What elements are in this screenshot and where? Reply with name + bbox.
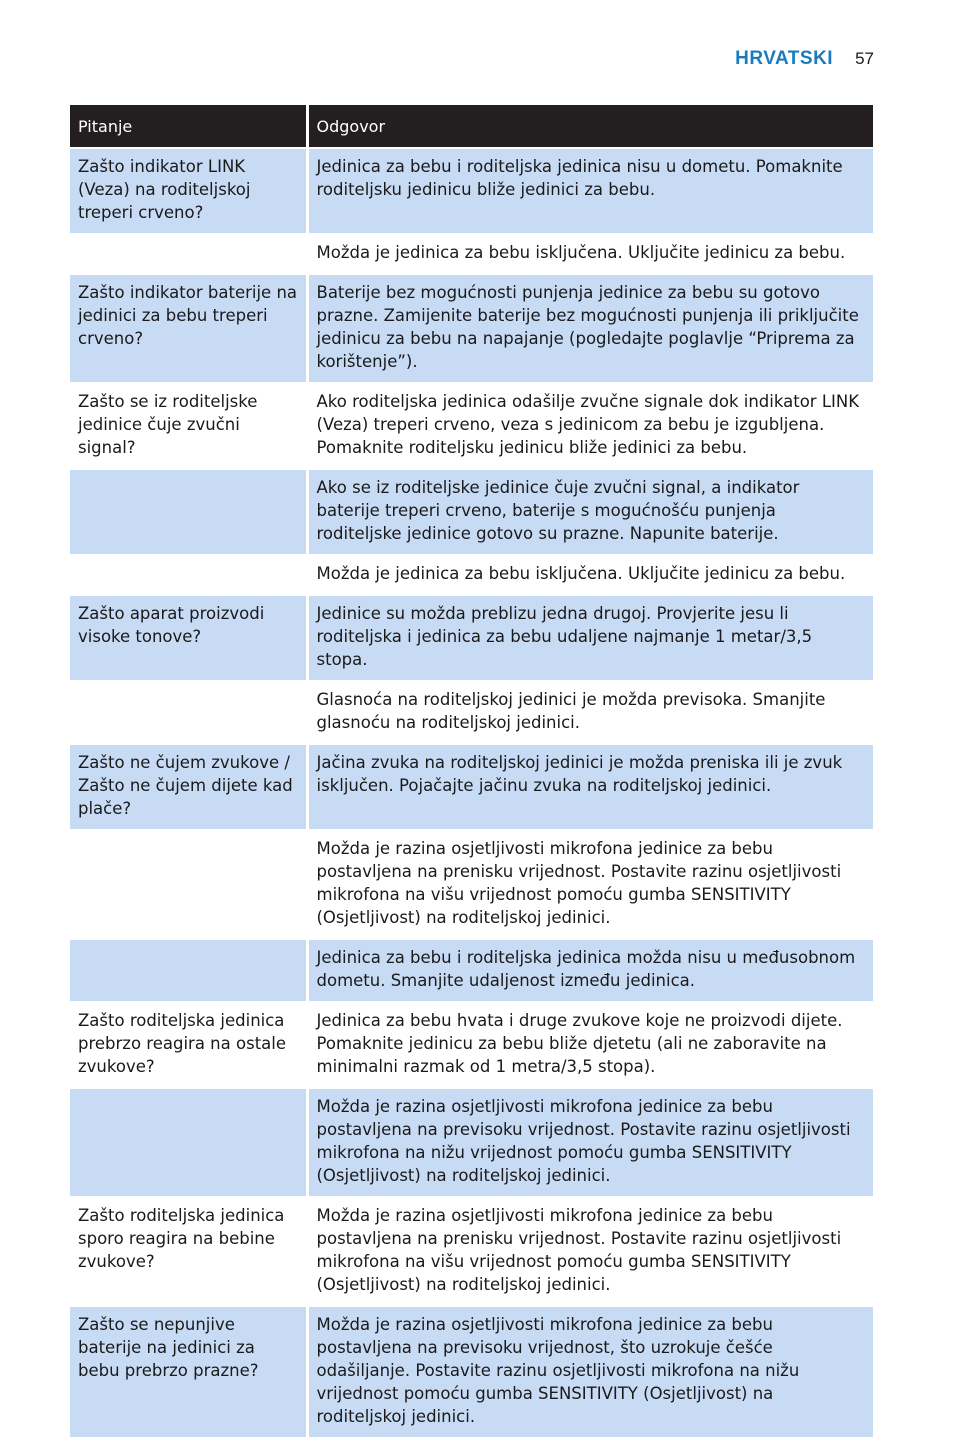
- column-header-answer: Odgovor: [307, 105, 873, 148]
- question-cell: [70, 469, 307, 555]
- question-cell: [70, 555, 307, 595]
- question-cell: [70, 234, 307, 274]
- question-cell: Zašto se nepunjive baterije na jedinici za bebu prebrzo prazne?: [70, 1306, 307, 1437]
- table-body: [70, 148, 873, 1437]
- answer-cell: Jedinica za bebu i roditeljska jedinica nisu u dometu. Pomaknite roditeljsku jedinicu bliže jedinici za bebu.: [307, 148, 873, 234]
- question-cell: Zašto indikator baterije na jedinici za bebu treperi crveno?: [70, 274, 307, 383]
- answer-cell: Možda je jedinica za bebu isključena. Uključite jedinicu za bebu.: [307, 234, 873, 274]
- answer-cell: Možda je razina osjetljivosti mikrofona jedinice za bebu postavljena na prenisku vrijednost. Postavite razinu osjetljivosti mikrofona na višu vrijednost pomoću gumba SENSITIVITY (Osjetljivost) na roditeljskoj jedinici.: [307, 830, 873, 939]
- table-row: [70, 383, 873, 469]
- answer-cell: Ako roditeljska jedinica odašilje zvučne signale dok indikator LINK (Veza) treperi crveno, veza s jedinicom za bebu je izgubljena. Pomaknite roditeljsku jedinicu bliže jedinici za bebu.: [307, 383, 873, 469]
- question-cell: [70, 939, 307, 1002]
- answer-cell: Jedinice su možda preblizu jedna drugoj. Provjerite jesu li roditeljska i jedinica za bebu udaljene najmanje 1 metar/3,5 stopa.: [307, 595, 873, 681]
- answer-cell: Jedinica za bebu hvata i druge zvukove koje ne proizvodi dijete. Pomaknite jedinicu za bebu bliže djetetu (ali ne zaboravite na minimalni razmak od 1 metra/3,5 stopa).: [307, 1002, 873, 1088]
- table-row: [70, 469, 873, 555]
- question-cell: [70, 1088, 307, 1197]
- table-row: [70, 234, 873, 274]
- table-row: [70, 830, 873, 939]
- answer-cell: Glasnoća na roditeljskoj jedinici je možda previsoka. Smanjite glasnoću na roditeljskoj jedinici.: [307, 681, 873, 744]
- table-header-row: [70, 105, 873, 148]
- table-row: [70, 744, 873, 830]
- language-label: HRVATSKI: [735, 48, 834, 69]
- question-cell: Zašto aparat proizvodi visoke tonove?: [70, 595, 307, 681]
- table-row: [70, 555, 873, 595]
- page-header: [735, 48, 874, 70]
- column-header-question: Pitanje: [70, 105, 307, 148]
- answer-cell: Možda je razina osjetljivosti mikrofona jedinice za bebu postavljena na previsoku vrijednost, što uzrokuje češće odašiljanje. Postavite razinu osjetljivosti mikrofona na nižu vrijednost pomoću gumba SENSITIVITY (Osjetljivost) na roditeljskoj jedinici.: [307, 1306, 873, 1437]
- table-row: [70, 1306, 873, 1437]
- table-row: [70, 1197, 873, 1306]
- question-cell: [70, 681, 307, 744]
- question-cell: Zašto indikator LINK (Veza) na roditeljskoj treperi crveno?: [70, 148, 307, 234]
- answer-cell: Jačina zvuka na roditeljskoj jedinici je možda preniska ili je zvuk isključen. Pojačajte jačinu zvuka na roditeljskoj jedinici.: [307, 744, 873, 830]
- table-row: [70, 595, 873, 681]
- table-row: [70, 1002, 873, 1088]
- page-number: 57: [855, 49, 874, 68]
- question-cell: Zašto se iz roditeljske jedinice čuje zvučni signal?: [70, 383, 307, 469]
- troubleshooting-table: [70, 105, 873, 1437]
- table-row: [70, 274, 873, 383]
- question-cell: Zašto roditeljska jedinica prebrzo reagira na ostale zvukove?: [70, 1002, 307, 1088]
- answer-cell: Ako se iz roditeljske jedinice čuje zvučni signal, a indikator baterije treperi crveno, baterije s mogućnošću punjenja roditeljske jedinice gotovo su prazne. Napunite baterije.: [307, 469, 873, 555]
- question-cell: [70, 830, 307, 939]
- question-cell: Zašto ne čujem zvukove / Zašto ne čujem dijete kad plače?: [70, 744, 307, 830]
- answer-cell: Možda je jedinica za bebu isključena. Uključite jedinicu za bebu.: [307, 555, 873, 595]
- table-row: [70, 939, 873, 1002]
- answer-cell: Jedinica za bebu i roditeljska jedinica možda nisu u međusobnom dometu. Smanjite udaljenost između jedinica.: [307, 939, 873, 1002]
- answer-cell: Možda je razina osjetljivosti mikrofona jedinice za bebu postavljena na previsoku vrijednost. Postavite razinu osjetljivosti mikrofona na nižu vrijednost pomoću gumba SENSITIVITY (Osjetljivost) na roditeljskoj jedinici.: [307, 1088, 873, 1197]
- table-row: [70, 681, 873, 744]
- question-cell: Zašto roditeljska jedinica sporo reagira na bebine zvukove?: [70, 1197, 307, 1306]
- table-row: [70, 148, 873, 234]
- table-row: [70, 1088, 873, 1197]
- answer-cell: Možda je razina osjetljivosti mikrofona jedinice za bebu postavljena na prenisku vrijednost. Postavite razinu osjetljivosti mikrofona na višu vrijednost pomoću gumba SENSITIVITY (Osjetljivost) na roditeljskoj jedinici.: [307, 1197, 873, 1306]
- answer-cell: Baterije bez mogućnosti punjenja jedinice za bebu su gotovo prazne. Zamijenite baterije bez mogućnosti punjenja ili priključite jedinicu za bebu na napajanje (pogledajte poglavlje “Priprema za korištenje”).: [307, 274, 873, 383]
